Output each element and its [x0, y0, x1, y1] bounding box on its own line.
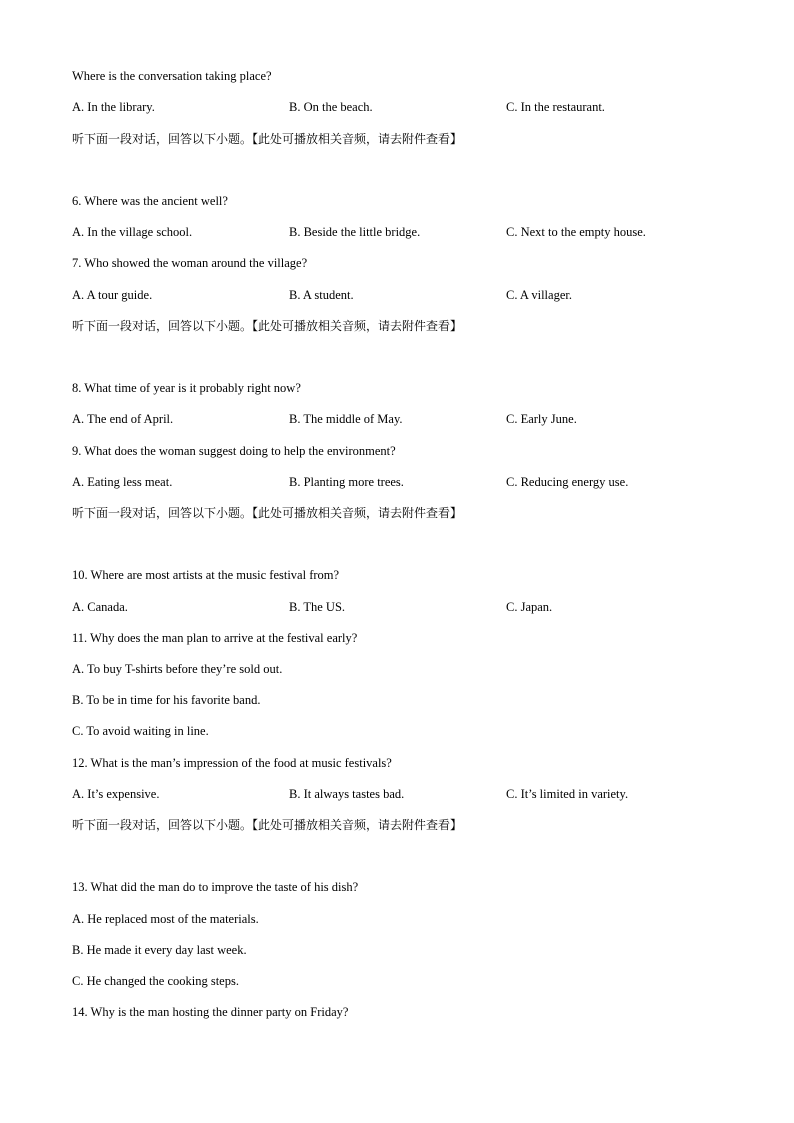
- option-c: C. In the restaurant.: [506, 100, 605, 114]
- question-text: 8. What time of year is it probably right now?: [72, 381, 301, 395]
- audio-instruction: 听下面一段对话，回答以下小题。【此处可播放相关音频，请去附件查看】: [72, 319, 463, 333]
- option-b: B. The middle of May.: [289, 412, 403, 426]
- question-text: 13. What did the man do to improve the taste of his dish?: [72, 880, 359, 894]
- option-c: C. Reducing energy use.: [506, 475, 629, 489]
- question-text: 14. Why is the man hosting the dinner party on Friday?: [72, 1005, 349, 1019]
- question-text: 11. Why does the man plan to arrive at the festival early?: [72, 631, 358, 645]
- option-b: B. A student.: [289, 288, 354, 302]
- option-c: C. He changed the cooking steps.: [72, 974, 239, 988]
- option-a: A. A tour guide.: [72, 288, 153, 302]
- option-b: B. He made it every day last week.: [72, 943, 247, 957]
- option-b: B. On the beach.: [289, 100, 373, 114]
- audio-instruction: 听下面一段对话，回答以下小题。【此处可播放相关音频，请去附件查看】: [72, 132, 463, 146]
- question-text: 6. Where was the ancient well?: [72, 194, 228, 208]
- option-a: A. It’s expensive.: [72, 787, 160, 801]
- question-text: Where is the conversation taking place?: [72, 69, 272, 83]
- option-a: A. In the library.: [72, 100, 155, 114]
- question-text: 12. What is the man’s impression of the food at music festivals?: [72, 756, 392, 770]
- audio-instruction: 听下面一段对话，回答以下小题。【此处可播放相关音频，请去附件查看】: [72, 818, 463, 832]
- option-c: C. To avoid waiting in line.: [72, 724, 209, 738]
- audio-instruction: 听下面一段对话，回答以下小题。【此处可播放相关音频，请去附件查看】: [72, 506, 463, 520]
- question-text: 9. What does the woman suggest doing to help the environment?: [72, 444, 396, 458]
- option-a: A. To buy T-shirts before they’re sold out.: [72, 662, 283, 676]
- question-text: 7. Who showed the woman around the village?: [72, 256, 308, 270]
- option-b: B. To be in time for his favorite band.: [72, 693, 261, 707]
- option-a: A. He replaced most of the materials.: [72, 912, 259, 926]
- option-c: C. It’s limited in variety.: [506, 787, 629, 801]
- option-b: B. It always tastes bad.: [289, 787, 405, 801]
- option-c: C. Japan.: [506, 600, 553, 614]
- question-text: 10. Where are most artists at the music festival from?: [72, 568, 340, 582]
- option-b: B. Planting more trees.: [289, 475, 404, 489]
- option-c: C. A villager.: [506, 288, 572, 302]
- option-a: A. In the village school.: [72, 225, 193, 239]
- option-a: A. Eating less meat.: [72, 475, 173, 489]
- option-b: B. Beside the little bridge.: [289, 225, 421, 239]
- option-b: B. The US.: [289, 600, 346, 614]
- option-a: A. The end of April.: [72, 412, 174, 426]
- option-c: C. Early June.: [506, 412, 577, 426]
- option-c: C. Next to the empty house.: [506, 225, 646, 239]
- option-a: A. Canada.: [72, 600, 128, 614]
